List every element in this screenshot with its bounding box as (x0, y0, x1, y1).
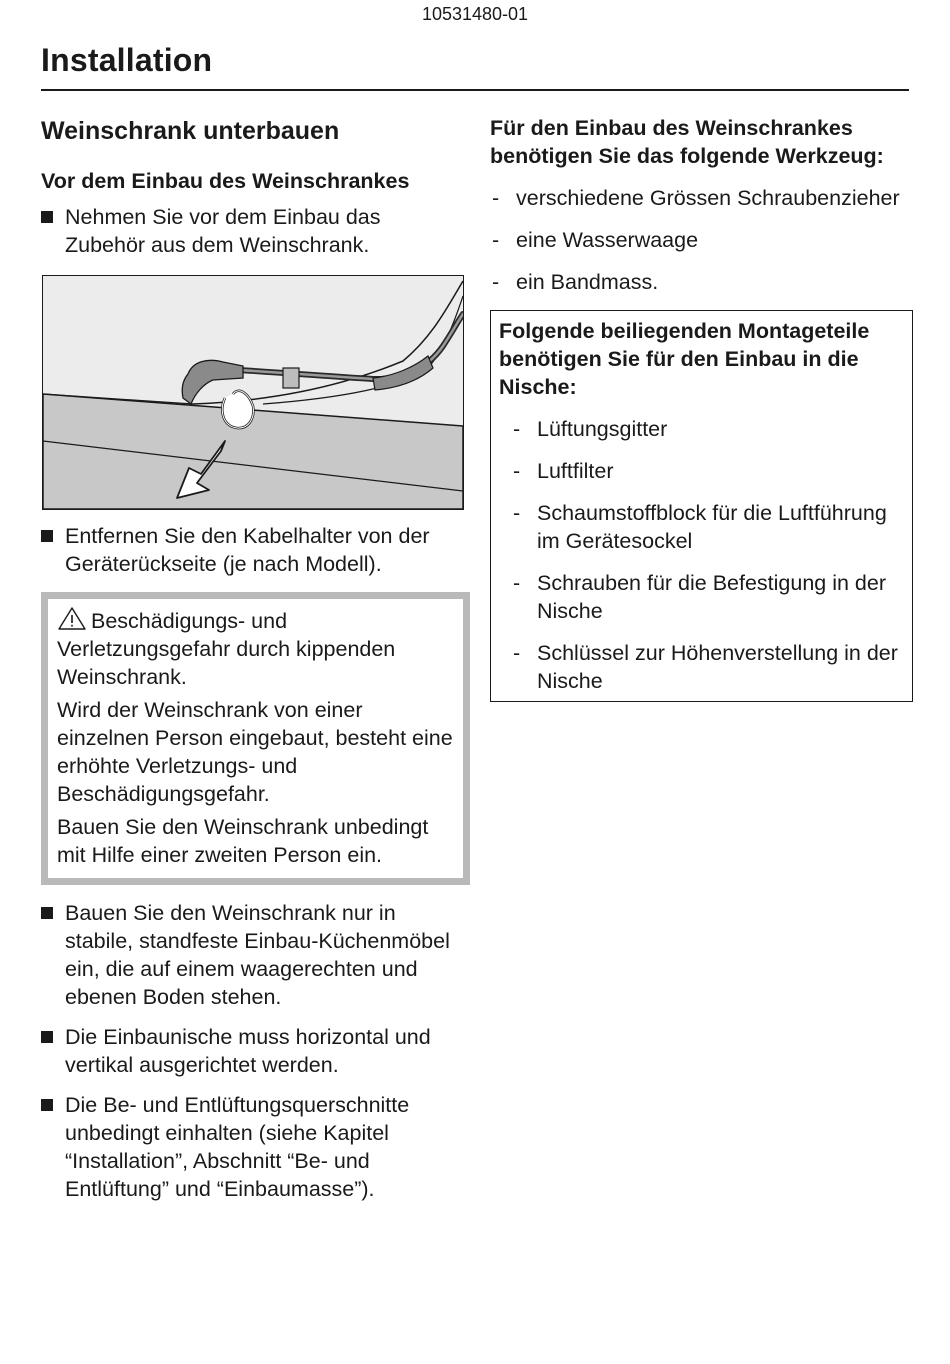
dash-marker: - (492, 228, 500, 252)
left-column (41, 114, 466, 1215)
title-divider (41, 89, 909, 91)
tool-list-item (490, 226, 915, 254)
dash-marker: - (513, 417, 521, 441)
parts-box (490, 310, 913, 702)
dash-marker: - (492, 270, 500, 294)
dash-marker: - (513, 571, 521, 595)
warning-triangle-icon (57, 606, 87, 631)
dash-marker: - (513, 459, 521, 483)
part-list-item (511, 415, 904, 443)
bullet-item (41, 1091, 466, 1203)
bullet-text: Die Einbaunische muss horizontal und vertikal ausgerichtet werden. (65, 1025, 431, 1077)
parts-heading: Folgende beiliegenden Montageteile benötigen Sie für den Einbau in die Nische: (499, 319, 870, 399)
tool-list-item (490, 268, 915, 296)
warning-title-text: Beschädigungs- und Verletzungsgefahr durch kippenden Weinschrank. (57, 609, 396, 689)
bullet-text: Nehmen Sie vor dem Einbau das Zubehör aus dem Weinschrank. (65, 205, 381, 257)
dash-marker: - (492, 186, 500, 210)
tool-text: eine Wasserwaage (516, 228, 699, 252)
bullet-item (41, 522, 466, 578)
bullet-item (41, 1023, 466, 1079)
cable-holder-illustration (42, 275, 464, 510)
tool-text: ein Bandmass. (516, 270, 659, 294)
part-text: Schlüssel zur Höhenverstellung in der Nische (537, 641, 898, 693)
tools-heading: Für den Einbau des Weinschrankes benötigen Sie das folgende Werkzeug: (490, 116, 884, 168)
bullet-square-icon (41, 1031, 53, 1043)
part-list-item (511, 499, 904, 555)
bullet-text: Die Be- und Entlüftungsquerschnitte unbedingt einhalten (siehe Kapitel “Installation”, Abschnitt “Be- und Entlüftung” und “Einbaumasse”). (65, 1093, 410, 1201)
bullet-text: Bauen Sie den Weinschrank nur in stabile, standfeste Einbau-Küchenmöbel ein, die auf einem waagerechten und ebenen Boden stehen. (65, 901, 450, 1009)
bullet-square-icon (41, 1099, 53, 1111)
part-text: Schrauben für die Befestigung in der Nische (537, 571, 887, 623)
bullet-item (41, 899, 466, 1011)
bullet-text: Entfernen Sie den Kabelhalter von der Geräterückseite (je nach Modell). (65, 524, 430, 576)
subsection-heading: Vor dem Einbau des Weinschrankes (41, 169, 410, 193)
right-column (490, 114, 915, 702)
section-heading: Weinschrank unterbauen (41, 117, 340, 145)
page-title: Installation (41, 42, 213, 78)
tool-list-item (490, 184, 915, 212)
part-text: Schaumstoffblock für die Luftführung im Gerätesockel (537, 501, 887, 553)
bullet-square-icon (41, 530, 53, 542)
part-text: Luftfilter (537, 459, 614, 483)
bullet-square-icon (41, 907, 53, 919)
cable-holder-drawing (43, 276, 463, 509)
warning-box (41, 592, 470, 885)
part-list-item (511, 569, 904, 625)
tool-text: verschiedene Grössen Schraubenzieher (516, 186, 900, 210)
bullet-item (41, 203, 466, 259)
warning-text: Wird der Weinschrank von einer einzelnen Person eingebaut, besteht eine erhöhte Verletzungs- und Beschädigungsgefahr. (57, 698, 453, 806)
dash-marker: - (513, 641, 521, 665)
part-text: Lüftungsgitter (537, 417, 668, 441)
warning-instruction: Bauen Sie den Weinschrank unbedingt mit Hilfe einer zweiten Person ein. (57, 815, 429, 867)
part-list-item (511, 639, 904, 695)
bullet-square-icon (41, 211, 53, 223)
part-list-item (511, 457, 904, 485)
document-id: 10531480-01 (421, 4, 529, 24)
warning-title (57, 606, 454, 691)
dash-marker: - (513, 501, 521, 525)
